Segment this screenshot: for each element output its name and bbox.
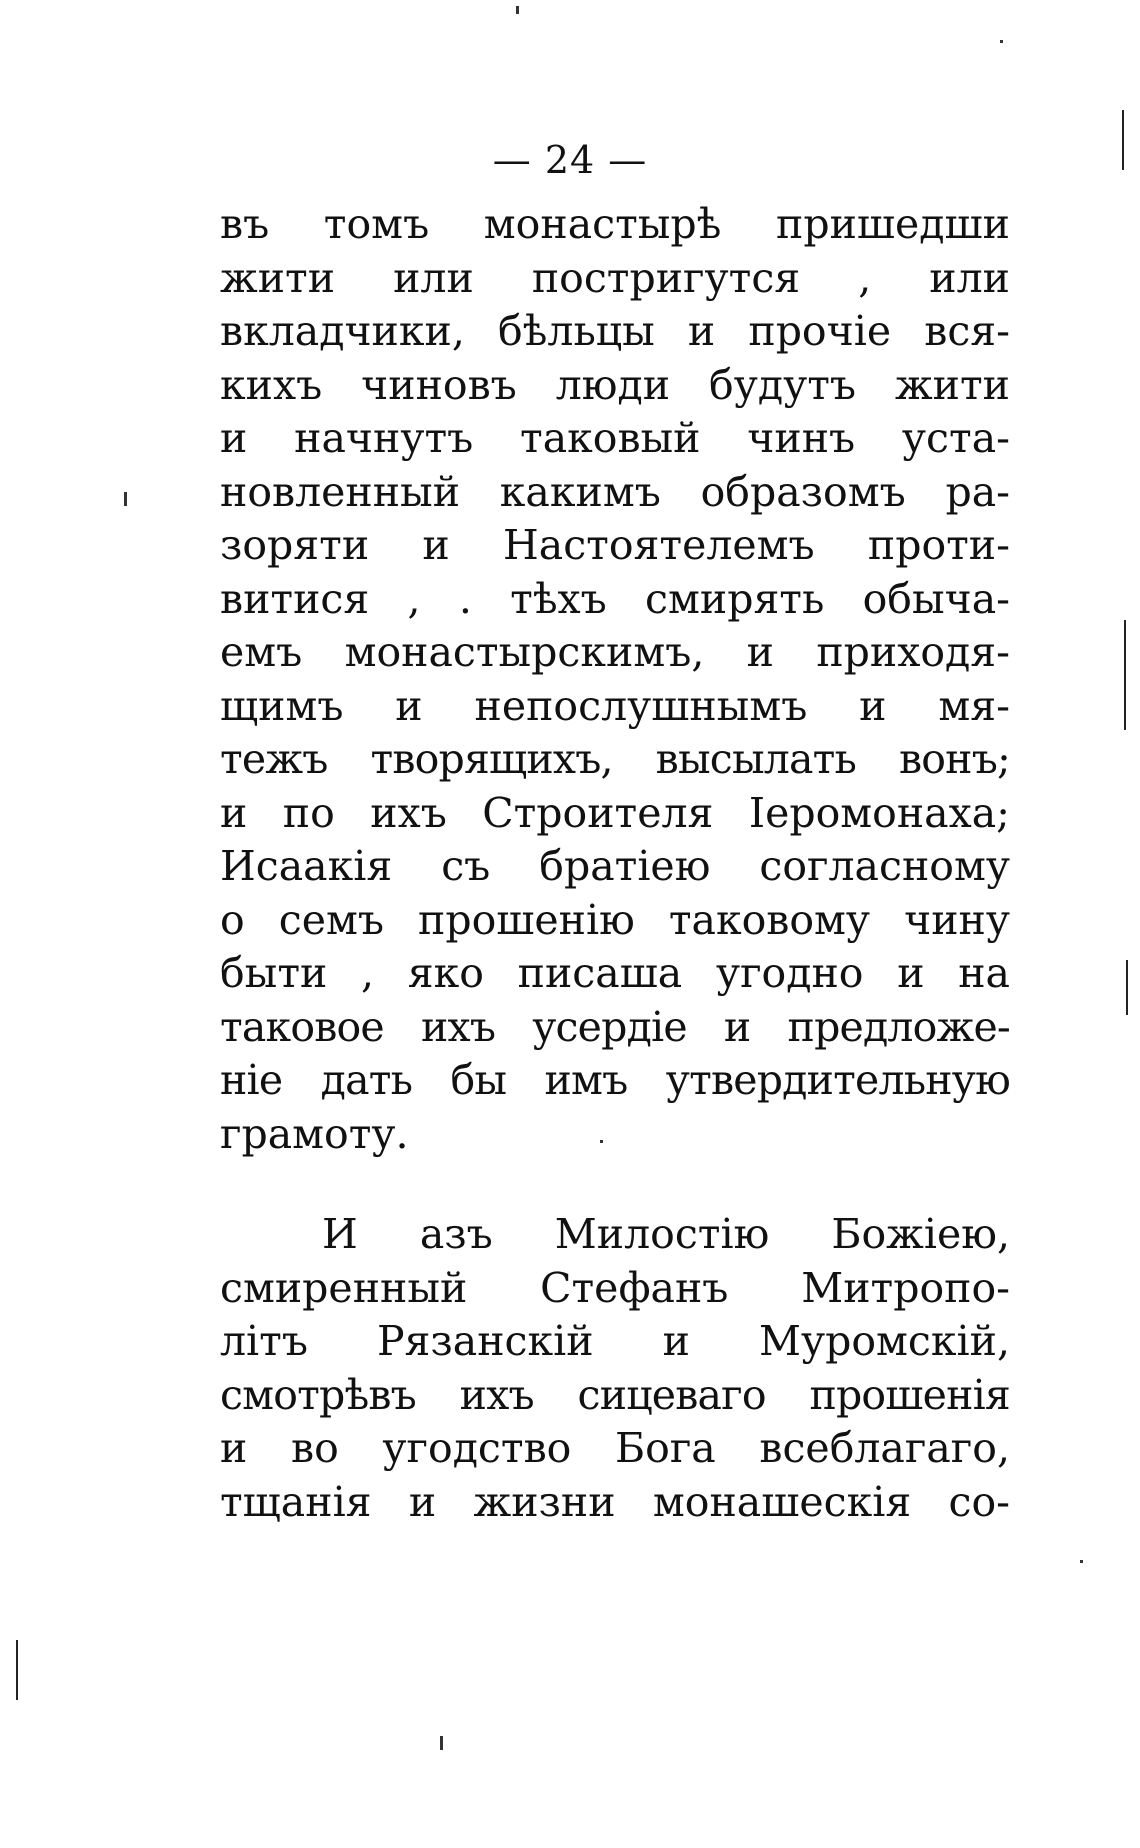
- text-line: літъ Рязанскій и Муромскій,: [220, 1317, 1010, 1365]
- text-line: въ томъ монастырѣ пришедши: [220, 200, 1010, 248]
- text-line: о семъ прошенію таковому чину: [220, 895, 1010, 944]
- text-line: Исаакія съ братіею согласному: [220, 842, 1010, 890]
- text-line: жити или постригутся , или: [220, 253, 1010, 302]
- text-line: и по ихъ Строителя Іеромонаха;: [220, 788, 1010, 837]
- scan-edge-mark: [16, 1640, 18, 1700]
- text-line: и во угодство Бога всеблагаго,: [220, 1424, 1010, 1472]
- text-line: витися , . тѣхъ смирять обыча-: [220, 574, 1010, 623]
- text-line: новленный какимъ образомъ ра-: [220, 467, 1010, 516]
- scan-edge-mark: [1124, 620, 1126, 730]
- text-line: смиренный Стефанъ Митропо-: [220, 1263, 1010, 1312]
- text-line: таковое ихъ усердіе и предложе-: [220, 1002, 1010, 1051]
- text-line: кихъ чиновъ люди будутъ жити: [220, 360, 1010, 409]
- text-line: грамоту.: [220, 1109, 409, 1158]
- scan-speck: [124, 492, 127, 506]
- text-line: емъ монастырскимъ, и приходя-: [220, 628, 1010, 676]
- scan-speck: [600, 1140, 603, 1143]
- text-line: ніе дать бы имъ утвердительную: [220, 1056, 1010, 1104]
- scan-edge-mark: [1122, 110, 1124, 170]
- text-line: и начнутъ таковый чинъ уста-: [220, 414, 1010, 462]
- text-line: зоряти и Настоятелемъ проти-: [220, 521, 1010, 569]
- scan-speck: [516, 6, 519, 14]
- scan-speck: [1080, 1560, 1083, 1563]
- text-line: тежъ творящихъ, высылать вонъ;: [220, 735, 1010, 783]
- text-line: смотрѣвъ ихъ сицеваго прошенія: [220, 1370, 1010, 1419]
- page-number: — 24 —: [492, 138, 648, 182]
- text-line: И азъ Милостію Божіею,: [322, 1210, 1010, 1258]
- text-line: тщанія и жизни монашескія со-: [220, 1477, 1010, 1526]
- scan-edge-mark: [1126, 960, 1128, 1015]
- text-line: быти , яко писаша угодно и на: [220, 949, 1010, 997]
- text-line: щимъ и непослушнымъ и мя-: [220, 681, 1010, 730]
- text-line: вкладчики, бѣльцы и прочіе вся-: [220, 307, 1010, 355]
- scan-speck: [1000, 40, 1003, 43]
- scan-speck: [440, 1736, 443, 1750]
- paragraph-1: [220, 198, 1010, 1161]
- paragraph-2: [220, 1208, 1010, 1529]
